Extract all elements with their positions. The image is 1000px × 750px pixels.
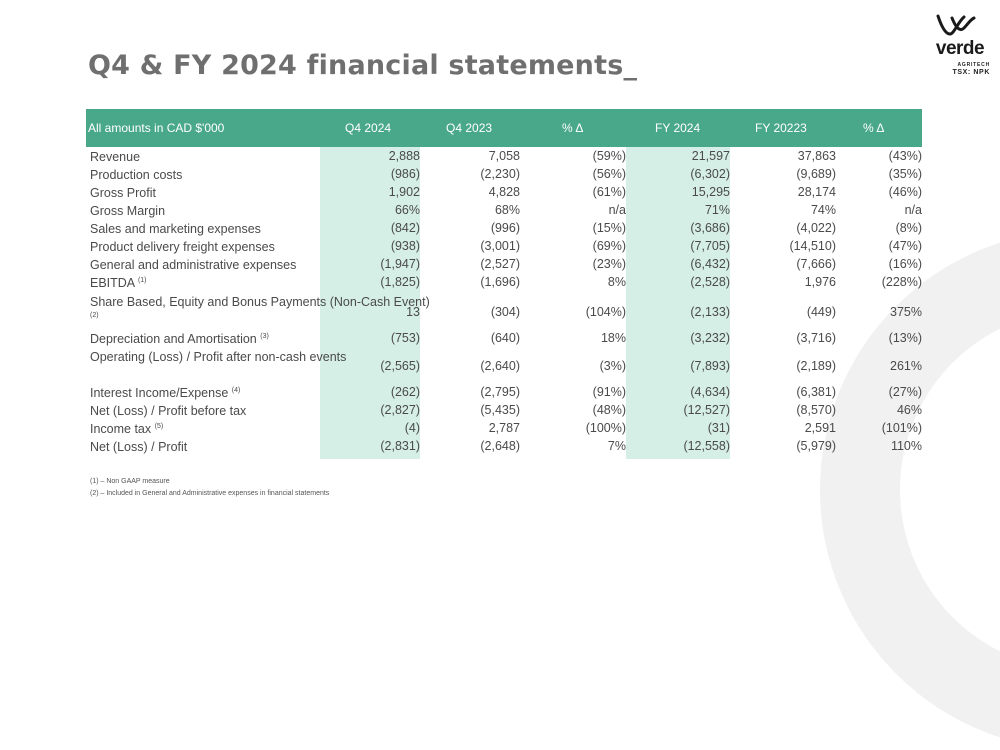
table-cell: (6,302) (690, 167, 730, 181)
row-label (90, 439, 320, 455)
table-cell: (2,528) (690, 275, 730, 289)
table-cell: 110% (890, 439, 922, 453)
table-cell: (104%) (585, 305, 626, 319)
table-cell: (91%) (592, 385, 626, 399)
table-cell: (23%) (592, 257, 626, 271)
page-title: Q4 & FY 2024 financial statements_ (88, 50, 638, 81)
table-cell: (304) (490, 305, 520, 319)
table-cell: 7% (607, 439, 626, 453)
table-cell: (938) (390, 239, 420, 253)
row-label-text: Depreciation and Amortisation (90, 332, 257, 346)
header-q4-2024: Q4 2024 (345, 121, 392, 135)
header-q4-change: % Δ (562, 121, 584, 135)
table-cell: (61%) (592, 185, 626, 199)
row-label-text: Revenue (90, 150, 141, 164)
table-cell: (100%) (585, 421, 626, 435)
footnote-2: (2) – Included in General and Administrative expenses in financial statements (90, 490, 330, 497)
table-cell: (3%) (599, 359, 626, 373)
row-label (90, 385, 320, 401)
row-label-text: Income tax (90, 422, 152, 436)
table-row (86, 203, 922, 221)
row-label-text: Gross Margin (90, 204, 166, 218)
table-cell: 13 (406, 305, 420, 319)
row-label-text: Sales and marketing expenses (90, 222, 261, 236)
table-cell: (69%) (592, 239, 626, 253)
row-label (90, 167, 320, 183)
table-row (86, 275, 922, 294)
row-footnote-ref: (1) (137, 276, 147, 284)
table-cell: (15%) (592, 221, 626, 235)
table-cell: (12,527) (683, 403, 730, 417)
row-label (90, 185, 320, 201)
row-footnote-ref: (3) (260, 332, 269, 340)
row-label-text: Product delivery freight expenses (90, 240, 275, 254)
row-label-text: Interest Income/Expense (90, 386, 229, 400)
table-cell: (56%) (592, 167, 626, 181)
table-cell: (8,570) (796, 403, 836, 417)
company-logo (928, 14, 992, 84)
row-label-text: Net (Loss) / Profit before tax (90, 404, 247, 418)
table-cell: 28,174 (797, 185, 836, 199)
table-cell: 71% (704, 203, 730, 217)
table-cell: 8% (607, 275, 626, 289)
row-label (90, 331, 320, 347)
header-q4-2023: Q4 2023 (446, 121, 493, 135)
table-cell: (7,705) (690, 239, 730, 253)
table-cell: 261% (890, 359, 922, 373)
table-cell: (8%) (895, 221, 922, 235)
table-cell: (3,686) (690, 221, 730, 235)
table-cell: (1,825) (380, 275, 420, 289)
table-cell: (3,001) (480, 239, 520, 253)
table-cell: (14,510) (789, 239, 836, 253)
table-cell: (2,640) (480, 359, 520, 373)
row-label-text: Operating (Loss) / Profit after non-cash events (90, 350, 347, 364)
table-cell: (2,133) (690, 305, 730, 319)
table-cell: (1,696) (480, 275, 520, 289)
row-label (90, 257, 320, 273)
table-cell: 1,902 (388, 185, 420, 199)
table-cell: (2,648) (480, 439, 520, 453)
table-cell: 375% (890, 305, 922, 319)
table-cell: (3,716) (796, 331, 836, 345)
logo-wordmark: verde (935, 38, 985, 59)
table-cell: (2,831) (380, 439, 420, 453)
row-label-text: Share Based, Equity and Bonus Payments (Non-Cash Event) (90, 295, 430, 309)
row-label-text: Net (Loss) / Profit (90, 440, 188, 454)
table-cell: 2,787 (488, 421, 520, 435)
logo-mark-icon (934, 14, 978, 38)
table-cell: 18% (600, 331, 626, 345)
table-cell: n/a (608, 203, 626, 217)
table-cell: (31) (707, 421, 730, 435)
footnote-1: (1) – Non GAAP measure (90, 478, 170, 485)
table-cell: (48%) (592, 403, 626, 417)
table-cell: (13%) (888, 331, 922, 345)
table-cell: (27%) (888, 385, 922, 399)
table-cell: (2,527) (480, 257, 520, 271)
row-label (90, 221, 320, 237)
table-cell: (1,947) (380, 257, 420, 271)
table-row (86, 167, 922, 185)
financial-table (86, 109, 922, 457)
table-row (86, 385, 922, 403)
table-row (86, 294, 922, 331)
row-label (90, 421, 320, 437)
table-cell: (59%) (592, 149, 626, 163)
row-label-text: EBITDA (90, 276, 135, 290)
table-row (86, 439, 922, 457)
table-row (86, 331, 922, 349)
row-footnote-ref: (5) (154, 422, 164, 430)
row-footnote-ref: (4) (231, 386, 241, 394)
table-cell: (4,022) (796, 221, 836, 235)
table-cell: 46% (896, 403, 922, 417)
table-cell: (9,689) (796, 167, 836, 181)
table-cell: (2,795) (480, 385, 520, 399)
table-cell: (986) (390, 167, 420, 181)
table-cell: (6,432) (690, 257, 730, 271)
header-fy-change: % Δ (863, 121, 885, 135)
table-row (86, 239, 922, 257)
table-cell: 37,863 (797, 149, 836, 163)
table-cell: (4,634) (690, 385, 730, 399)
table-cell: (996) (490, 221, 520, 235)
table-row (86, 421, 922, 439)
table-row (86, 221, 922, 239)
table-cell: (16%) (888, 257, 922, 271)
table-cell: (3,232) (690, 331, 730, 345)
table-cell: (2,189) (796, 359, 836, 373)
logo-subtitle: AGRITECH (957, 62, 990, 68)
table-cell: 15,295 (691, 185, 730, 199)
row-label-text: Gross Profit (90, 186, 156, 200)
table-cell: (46%) (888, 185, 922, 199)
table-cell: 21,597 (691, 149, 730, 163)
table-cell: (7,666) (796, 257, 836, 271)
table-row (86, 257, 922, 275)
table-cell: (43%) (888, 149, 922, 163)
table-cell: (5,979) (796, 439, 836, 453)
table-cell: (101%) (881, 421, 922, 435)
table-cell: (2,565) (380, 359, 420, 373)
row-label (90, 275, 320, 291)
table-cell: (449) (806, 305, 836, 319)
row-label-text: Production costs (90, 168, 183, 182)
table-cell: 4,828 (488, 185, 520, 199)
row-label (90, 239, 320, 255)
table-cell: (5,435) (480, 403, 520, 417)
table-cell: 74% (810, 203, 836, 217)
row-label (90, 203, 320, 219)
table-cell: 7,058 (488, 149, 520, 163)
table-cell: 1,976 (804, 275, 836, 289)
table-row (86, 349, 922, 385)
logo-ticker: TSX: NPK (952, 69, 990, 76)
table-cell: (12,558) (683, 439, 730, 453)
table-cell: (7,893) (690, 359, 730, 373)
table-row (86, 403, 922, 421)
table-cell: (842) (390, 221, 420, 235)
table-cell: (6,381) (796, 385, 836, 399)
row-label (90, 349, 347, 365)
header-fy-2024: FY 2024 (655, 121, 701, 135)
footnotes (90, 476, 329, 500)
table-cell: 2,888 (388, 149, 420, 163)
table-cell: (4) (404, 421, 420, 435)
table-cell: (640) (490, 331, 520, 345)
table-cell: 68% (494, 203, 520, 217)
row-footnote-ref: (2) (90, 311, 99, 319)
row-label-text: General and administrative expenses (90, 258, 297, 272)
table-cell: (47%) (888, 239, 922, 253)
table-cell: n/a (904, 203, 922, 217)
header-fy-2023: FY 20223 (755, 121, 807, 135)
row-label (90, 403, 320, 419)
table-row (86, 185, 922, 203)
table-cell: 2,591 (804, 421, 836, 435)
table-cell: (2,230) (480, 167, 520, 181)
table-row (86, 149, 922, 167)
table-cell: (753) (390, 331, 420, 345)
header-label: All amounts in CAD $'000 (88, 121, 225, 135)
table-cell: 66% (394, 203, 420, 217)
table-header (86, 109, 922, 147)
table-cell: (228%) (881, 275, 922, 289)
row-label (90, 149, 320, 165)
table-cell: (35%) (888, 167, 922, 181)
table-body (86, 147, 922, 457)
table-cell: (262) (390, 385, 420, 399)
table-cell: (2,827) (380, 403, 420, 417)
